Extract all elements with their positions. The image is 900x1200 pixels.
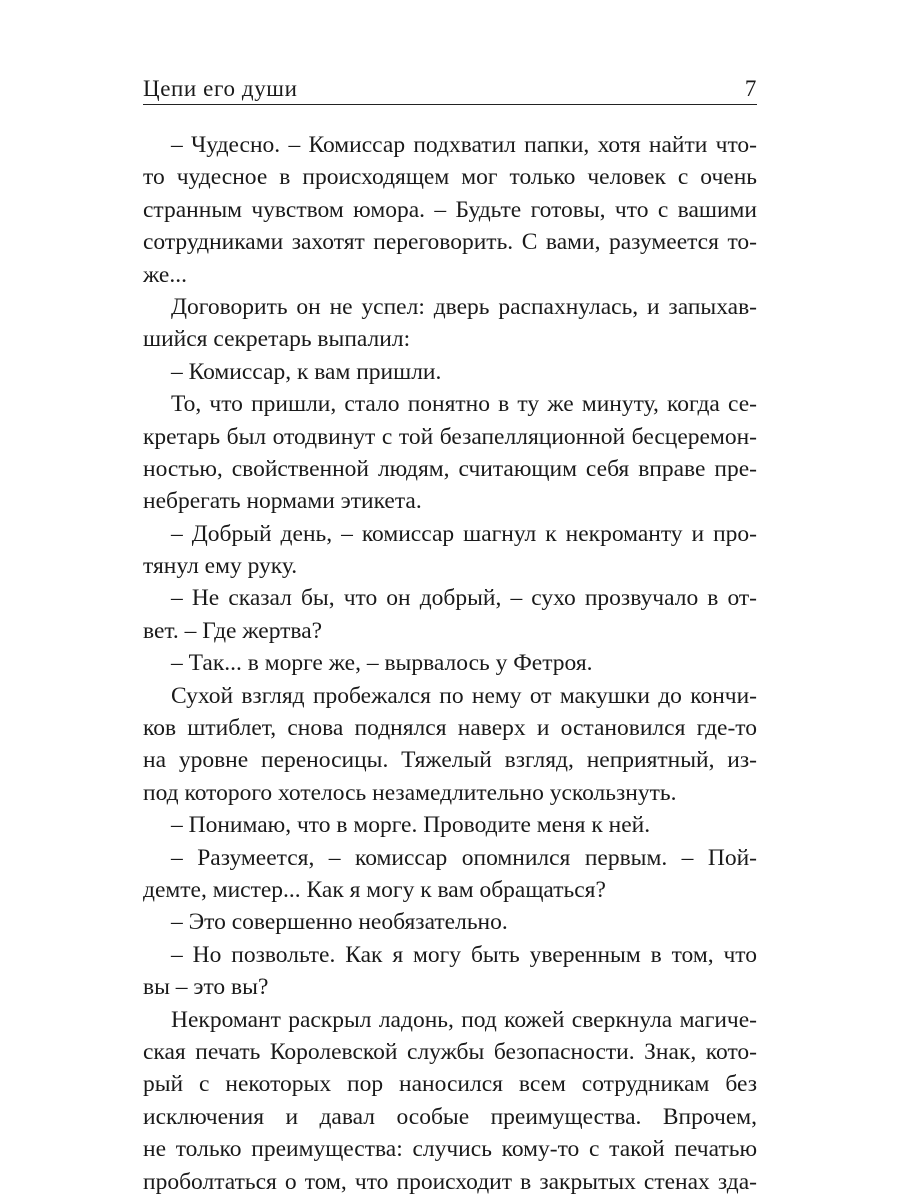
text-line: Договорить он не успел: дверь распахнулась, и запыхав-	[171, 293, 757, 320]
text-line: – Добрый день, – комиссар шагнул к некроманту и про-	[171, 520, 757, 547]
page-number: 7	[744, 76, 757, 101]
book-title: Цепи его души	[143, 76, 298, 101]
text-line: – Комиссар, к вам пришли.	[171, 358, 442, 385]
text-line: вы – это вы?	[143, 974, 269, 1001]
text-line: рый с некоторых пор наносился всем сотрудникам без	[143, 1071, 757, 1098]
text-line: странным чувством юмора. – Будьте готовы, что с вашими	[143, 196, 757, 223]
header-divider	[143, 104, 757, 105]
text-line: – Но позвольте. Как я могу быть уверенным в том, что	[171, 941, 757, 968]
text-line: – Разумеется, – комиссар опомнился первым. – Пой-	[171, 844, 757, 871]
text-line: демте, мистер... Как я могу к вам обращаться?	[143, 876, 606, 903]
text-line: шийся секретарь выпалил:	[143, 326, 411, 353]
text-line: ская печать Королевской службы безопасности. Знак, кото-	[143, 1038, 757, 1065]
body-text	[143, 129, 757, 1198]
book-page	[143, 0, 757, 1200]
text-line: ностью, свойственной людям, считающим себя вправе пре-	[143, 455, 757, 482]
text-line: – Не сказал бы, что он добрый, – сухо прозвучало в от-	[171, 585, 757, 612]
text-line: тянул ему руку.	[143, 553, 298, 580]
text-line: Сухой взгляд пробежался по нему от макушки до кончи-	[171, 682, 757, 709]
text-line: под которого хотелось незамедлительно ускользнуть.	[143, 779, 677, 806]
running-header	[143, 66, 757, 102]
text-line: на уровне переносицы. Тяжелый взгляд, неприятный, из-	[143, 747, 757, 774]
text-line: небрегать нормами этикета.	[143, 488, 422, 515]
text-line: вет. – Где жертва?	[143, 617, 323, 644]
text-line: сотрудниками захотят переговорить. С вами, разумеется то-	[143, 229, 757, 256]
text-line: ков штиблет, снова поднялся наверх и остановился где-то	[143, 715, 757, 742]
text-line: – Так... в морге же, – вырвалось у Фетроя.	[171, 650, 593, 677]
text-line: – Это совершенно необязательно.	[171, 909, 508, 936]
text-line: не только преимущества: случись кому-то с такой печатью	[143, 1136, 757, 1163]
text-line: То, что пришли, стало понятно в ту же минуту, когда се-	[171, 391, 757, 418]
text-line: – Чудесно. – Комиссар подхватил папки, хотя найти что-	[171, 132, 757, 158]
text-line: Некромант раскрыл ладонь, под кожей сверкнула магиче-	[171, 1006, 757, 1033]
text-line: исключения и давал особые преимущества. Впрочем,	[143, 1103, 757, 1130]
text-line: – Понимаю, что в морге. Проводите меня к ней.	[171, 812, 651, 839]
text-line: то чудесное в происходящем мог только человек с очень	[143, 164, 757, 191]
text-line: проболтаться о том, что происходит в закрытых стенах зда-	[143, 1168, 757, 1195]
text-line: же...	[143, 261, 187, 288]
text-line: кретарь был отодвинут с той безапелляционной бесцеремон-	[143, 423, 757, 450]
